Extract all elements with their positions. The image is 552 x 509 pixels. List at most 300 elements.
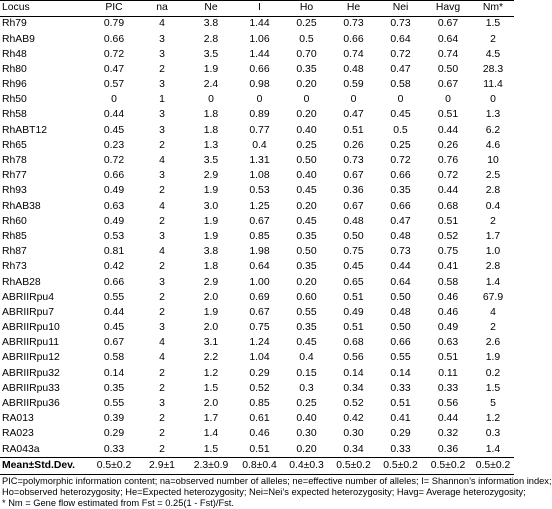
- mean-cell-nei: 0.5±0.2: [377, 458, 424, 474]
- cell-locus: ABRIIRpu12: [2, 352, 60, 364]
- cell-i: 0.64: [249, 261, 270, 273]
- cell-ne: 1.7: [203, 413, 219, 425]
- cell-nm: 1.3: [485, 109, 501, 121]
- cell-ho: 0.60: [296, 291, 317, 303]
- cell-he: 0.48: [343, 215, 364, 227]
- mean-cell-na: 2.9±1: [138, 458, 186, 474]
- cell-nei: 0.66: [390, 170, 411, 182]
- cell-pic: 0.47: [103, 63, 125, 75]
- cell-havg: 0.76: [437, 155, 459, 167]
- cell-nei: 0.72: [390, 48, 411, 60]
- cell-na: 3: [159, 124, 165, 136]
- cell-na: 4: [159, 155, 165, 167]
- cell-he: 0.66: [343, 33, 364, 45]
- cell-nm: 1.2: [485, 413, 501, 425]
- cell-nei: 0.41: [390, 413, 411, 425]
- cell-pic: 0.79: [103, 18, 125, 30]
- cell-pic: 0.55: [103, 291, 125, 303]
- cell-i: 0.75: [249, 322, 270, 334]
- cell-nm: 0: [490, 94, 496, 106]
- cell-nm: 1.4: [485, 443, 501, 455]
- cell-pic: 0.39: [103, 413, 125, 425]
- cell-i: 0.67: [249, 306, 270, 318]
- cell-havg: 0.46: [437, 306, 459, 318]
- cell-havg: 0.51: [437, 215, 459, 227]
- cell-ho: 0.35: [296, 261, 317, 273]
- cell-pic: 0.81: [103, 246, 125, 258]
- cell-pic: 0: [111, 94, 117, 106]
- cell-nm: 2.8: [485, 261, 501, 273]
- cell-na: 4: [159, 200, 165, 212]
- cell-ne: 2.0: [203, 291, 219, 303]
- cell-pic: 0.57: [103, 79, 125, 91]
- cell-havg: 0.36: [437, 443, 459, 455]
- cell-nei: 0.66: [390, 337, 411, 349]
- cell-nm: 2.6: [485, 337, 501, 349]
- cell-na: 2: [159, 306, 165, 318]
- mean-cell-i: 0.8±0.4: [236, 458, 283, 474]
- mean-row: [0, 458, 514, 474]
- cell-ne: 3.1: [203, 337, 219, 349]
- cell-nei: 0.73: [390, 246, 411, 258]
- cell-havg: 0.44: [437, 124, 459, 136]
- cell-pic: 0.66: [103, 276, 125, 288]
- cell-havg: 0.75: [437, 246, 459, 258]
- cell-locus: RA013: [2, 413, 34, 425]
- cell-na: 2: [159, 139, 165, 151]
- cell-he: 0.50: [343, 230, 364, 242]
- cell-nm: 1.4: [485, 276, 501, 288]
- cell-nm: 11.4: [483, 79, 503, 91]
- mean-cell-ne: 2.3±0.9: [186, 458, 236, 474]
- table-row: [0, 214, 514, 229]
- cell-pic: 0.66: [103, 170, 125, 182]
- cell-havg: 0: [445, 94, 451, 106]
- cell-nei: 0.73: [390, 18, 411, 30]
- table-row: [0, 382, 514, 397]
- cell-havg: 0.51: [437, 352, 459, 364]
- table-row: [0, 412, 514, 427]
- cell-havg: 0.74: [437, 48, 459, 60]
- header-i: I: [236, 1, 283, 17]
- cell-he: 0.49: [343, 306, 364, 318]
- cell-nei: 0.35: [390, 185, 411, 197]
- cell-ne: 3.8: [203, 246, 219, 258]
- cell-he: 0: [350, 94, 357, 106]
- cell-nei: 0.50: [390, 291, 411, 303]
- cell-ho: 0.20: [296, 109, 317, 121]
- cell-nm: 10: [487, 155, 499, 167]
- header-na: na: [138, 1, 186, 17]
- cell-locus: Rh87: [2, 246, 27, 258]
- cell-havg: 0.46: [437, 291, 459, 303]
- cell-he: 0.73: [343, 155, 364, 167]
- cell-i: 0.46: [249, 428, 270, 440]
- cell-ho: 0.25: [296, 18, 317, 30]
- cell-locus: Rh50: [2, 94, 27, 106]
- table-row: [0, 336, 514, 351]
- cell-locus: Rh65: [2, 139, 27, 151]
- cell-i: 1.00: [249, 276, 270, 288]
- cell-he: 0.14: [343, 367, 364, 379]
- cell-locus: ABRIIRpu7: [2, 306, 54, 318]
- cell-na: 2: [159, 291, 165, 303]
- cell-ne: 1.9: [203, 63, 219, 75]
- cell-havg: 0.72: [437, 170, 459, 182]
- cell-na: 2: [159, 428, 165, 440]
- cell-ho: 0.30: [296, 428, 317, 440]
- cell-nei: 0.29: [390, 428, 411, 440]
- cell-ne: 1.4: [203, 428, 219, 440]
- cell-he: 0.51: [343, 322, 364, 334]
- cell-nei: 0.44: [390, 261, 411, 273]
- cell-ne: 0: [208, 94, 214, 106]
- cell-nm: 4.5: [485, 48, 501, 60]
- cell-na: 3: [159, 79, 165, 91]
- cell-nm: 2: [490, 215, 496, 227]
- cell-na: 2: [159, 261, 165, 273]
- cell-havg: 0.26: [437, 139, 459, 151]
- header-havg: Havg: [424, 1, 472, 17]
- table-row: [0, 306, 514, 321]
- cell-locus: RhAB9: [2, 33, 35, 45]
- cell-nm: 5: [490, 398, 496, 410]
- header-ne: Ne: [186, 1, 236, 17]
- cell-ho: 0.35: [296, 63, 317, 75]
- cell-na: 3: [159, 33, 165, 45]
- cell-ho: 0.15: [296, 367, 317, 379]
- cell-na: 4: [159, 246, 165, 258]
- cell-he: 0.65: [343, 276, 364, 288]
- cell-na: 3: [159, 322, 165, 334]
- cell-ho: 0.4: [299, 352, 314, 364]
- cell-he: 0.48: [343, 63, 364, 75]
- cell-ho: 0.25: [296, 139, 317, 151]
- cell-i: 0.53: [249, 185, 270, 197]
- cell-pic: 0.66: [103, 33, 125, 45]
- cell-he: 0.36: [343, 185, 364, 197]
- footnote-line: Ho=observed heterozygosity; He=Expected heterozygosity; Nei=Nei’s expected heterozygosity; Havg= Average heterozygosity;: [2, 486, 526, 497]
- cell-i: 1.44: [249, 48, 270, 60]
- cell-locus: Rh58: [2, 109, 27, 121]
- cell-ho: 0.35: [296, 322, 317, 334]
- cell-he: 0.45: [343, 261, 364, 273]
- cell-locus: RhABT12: [2, 124, 48, 136]
- cell-ne: 2.8: [203, 33, 219, 45]
- cell-nei: 0.14: [390, 367, 411, 379]
- cell-na: 2: [159, 63, 165, 75]
- cell-pic: 0.44: [103, 306, 125, 318]
- cell-locus: Rh96: [2, 79, 27, 91]
- cell-i: 1.25: [249, 200, 270, 212]
- cell-havg: 0.51: [437, 109, 459, 121]
- table-row: [0, 366, 514, 381]
- cell-ne: 1.9: [203, 230, 219, 242]
- cell-havg: 0.44: [437, 185, 459, 197]
- table-body: [0, 17, 514, 475]
- cell-he: 0.59: [343, 79, 364, 91]
- cell-nei: 0.25: [390, 139, 411, 151]
- cell-ne: 2.0: [203, 322, 219, 334]
- table-row: [0, 32, 514, 47]
- cell-na: 4: [159, 337, 165, 349]
- header-pic: PIC: [90, 1, 138, 17]
- cell-pic: 0.72: [103, 155, 125, 167]
- header-nm: Nm*: [472, 1, 514, 17]
- cell-he: 0.52: [343, 398, 364, 410]
- cell-nm: 0.3: [485, 428, 501, 440]
- cell-locus: RhAB28: [2, 276, 41, 288]
- cell-pic: 0.63: [103, 200, 125, 212]
- cell-ho: 0.20: [296, 276, 317, 288]
- table-row: [0, 290, 514, 305]
- table-row: [0, 351, 514, 366]
- cell-locus: ABRIIRpu32: [2, 367, 60, 379]
- cell-na: 3: [159, 276, 165, 288]
- cell-nei: 0.50: [390, 322, 411, 334]
- cell-pic: 0.55: [103, 398, 125, 410]
- table-row: [0, 184, 514, 199]
- cell-na: 2: [159, 367, 165, 379]
- cell-locus: Rh60: [2, 215, 27, 227]
- cell-nm: 1.0: [485, 246, 501, 258]
- cell-he: 0.75: [343, 246, 364, 258]
- cell-ne: 1.8: [203, 261, 219, 273]
- table-row: [0, 154, 514, 169]
- table-row: [0, 245, 514, 260]
- cell-ne: 1.2: [203, 367, 219, 379]
- cell-ho: 0.55: [296, 306, 317, 318]
- cell-na: 3: [159, 398, 165, 410]
- cell-he: 0.34: [343, 382, 364, 394]
- cell-i: 0.61: [249, 413, 270, 425]
- cell-locus: ABRIIRpu11: [2, 337, 59, 349]
- table-row: [0, 427, 514, 442]
- cell-locus: Rh85: [2, 230, 27, 242]
- cell-ho: 0.25: [296, 398, 317, 410]
- cell-locus: RA023: [2, 428, 34, 440]
- cell-ho: 0.5: [299, 33, 314, 45]
- cell-pic: 0.67: [103, 337, 125, 349]
- cell-ho: 0.50: [296, 246, 317, 258]
- cell-pic: 0.35: [103, 382, 125, 394]
- cell-i: 0.29: [249, 367, 270, 379]
- table-row: [0, 78, 514, 93]
- cell-ho: 0.40: [296, 170, 317, 182]
- cell-locus: ABRIIRpu33: [2, 382, 60, 394]
- table-row: [0, 108, 514, 123]
- cell-ne: 2.4: [203, 79, 219, 91]
- table-row: [0, 139, 514, 154]
- cell-ne: 3.0: [203, 200, 219, 212]
- cell-i: 1.24: [249, 337, 270, 349]
- cell-i: 0.85: [249, 398, 270, 410]
- cell-i: 0.85: [249, 230, 270, 242]
- table-row: [0, 275, 514, 290]
- cell-nm: 2.5: [485, 170, 501, 182]
- table-row: [0, 93, 514, 108]
- cell-ho: 0.45: [296, 337, 317, 349]
- cell-locus: ABRIIRpu36: [2, 398, 60, 410]
- cell-nei: 0.33: [390, 382, 411, 394]
- cell-nm: 1.9: [485, 352, 501, 364]
- cell-ho: 0: [303, 94, 310, 106]
- cell-na: 2: [159, 382, 165, 394]
- cell-havg: 0.68: [437, 200, 459, 212]
- table-row: [0, 63, 514, 78]
- cell-nei: 0.33: [390, 443, 411, 455]
- cell-ho: 0.3: [299, 382, 314, 394]
- cell-pic: 0.44: [103, 109, 125, 121]
- cell-nei: 0.48: [390, 306, 411, 318]
- cell-havg: 0.49: [437, 322, 459, 334]
- cell-he: 0.51: [343, 291, 364, 303]
- cell-havg: 0.58: [437, 276, 459, 288]
- table-row: [0, 230, 514, 245]
- cell-pic: 0.42: [103, 261, 125, 273]
- mean-cell-nm: 0.5±0.2: [472, 458, 514, 474]
- cell-pic: 0.23: [103, 139, 125, 151]
- cell-pic: 0.49: [103, 215, 125, 227]
- table-row: [0, 321, 514, 336]
- cell-locus: ABRIIRpu10: [2, 322, 60, 334]
- cell-na: 3: [159, 230, 165, 242]
- cell-he: 0.42: [343, 413, 364, 425]
- cell-i: 0: [256, 94, 263, 106]
- footnote-line: * Nm = Gene flow estimated from Fst = 0.25(1 - Fst)/Fst.: [2, 498, 234, 509]
- cell-he: 0.51: [343, 124, 364, 136]
- cell-he: 0.67: [343, 170, 364, 182]
- cell-havg: 0.64: [437, 33, 459, 45]
- cell-ne: 1.8: [203, 124, 219, 136]
- cell-havg: 0.41: [437, 261, 459, 273]
- cell-i: 0.52: [249, 382, 270, 394]
- cell-ho: 0.70: [296, 48, 317, 60]
- cell-i: 0.66: [249, 63, 270, 75]
- cell-i: 0.67: [249, 215, 270, 227]
- cell-locus: Rh79: [2, 18, 27, 30]
- cell-locus: Rh48: [2, 48, 27, 60]
- cell-pic: 0.29: [103, 428, 125, 440]
- cell-pic: 0.14: [103, 367, 125, 379]
- header-locus: Locus: [0, 1, 90, 17]
- cell-pic: 0.53: [103, 230, 125, 242]
- cell-pic: 0.49: [103, 185, 125, 197]
- cell-na: 2: [159, 413, 165, 425]
- cell-na: 4: [159, 352, 165, 364]
- cell-ne: 1.3: [203, 139, 219, 151]
- cell-i: 1.08: [249, 170, 270, 182]
- cell-havg: 0.33: [437, 382, 459, 394]
- cell-ne: 1.8: [203, 109, 219, 121]
- cell-nei: 0.47: [390, 215, 411, 227]
- table-header-row: [0, 1, 514, 17]
- cell-na: 3: [159, 48, 165, 60]
- cell-nei: 0.64: [390, 276, 411, 288]
- cell-ho: 0.40: [296, 413, 317, 425]
- cell-he: 0.26: [343, 139, 364, 151]
- cell-ne: 1.9: [203, 185, 219, 197]
- cell-havg: 0.67: [437, 79, 459, 91]
- cell-ho: 0.20: [296, 443, 317, 455]
- cell-nei: 0: [397, 94, 404, 106]
- cell-he: 0.47: [343, 109, 364, 121]
- cell-i: 0.89: [249, 109, 270, 121]
- cell-nei: 0.48: [390, 230, 411, 242]
- cell-ho: 0.45: [296, 185, 317, 197]
- mean-cell-pic: 0.5±0.2: [90, 458, 138, 474]
- cell-locus: RhAB38: [2, 200, 41, 212]
- header-ho: Ho: [283, 1, 330, 17]
- cell-havg: 0.44: [437, 413, 459, 425]
- cell-ne: 2.9: [203, 276, 219, 288]
- cell-nm: 28.3: [482, 63, 504, 75]
- header-he: He: [330, 1, 377, 17]
- cell-locus: RA043a: [2, 443, 40, 455]
- cell-ho: 0.35: [296, 230, 317, 242]
- cell-ne: 2.0: [203, 398, 219, 410]
- cell-ho: 0.20: [296, 79, 317, 91]
- cell-ho: 0.20: [296, 200, 317, 212]
- cell-havg: 0.63: [437, 337, 459, 349]
- cell-nm: 2: [490, 322, 496, 334]
- cell-ne: 3.5: [203, 48, 219, 60]
- cell-na: 1: [159, 94, 165, 106]
- cell-nm: 2: [490, 33, 496, 45]
- table-row: [0, 260, 514, 275]
- cell-nei: 0.5: [393, 124, 408, 136]
- cell-he: 0.34: [343, 443, 364, 455]
- cell-ne: 1.5: [203, 382, 219, 394]
- mean-cell-locus: Mean±Std.Dev.: [0, 458, 90, 474]
- cell-nm: 6.2: [485, 124, 501, 136]
- cell-havg: 0.32: [437, 428, 459, 440]
- cell-nm: 0.4: [485, 200, 501, 212]
- cell-i: 0.77: [249, 124, 270, 136]
- cell-ne: 3.5: [203, 155, 219, 167]
- cell-nei: 0.64: [390, 33, 411, 45]
- table-row: [0, 47, 514, 62]
- cell-havg: 0.56: [437, 398, 459, 410]
- cell-nm: 67.9: [482, 291, 504, 303]
- cell-i: 1.04: [249, 352, 270, 364]
- cell-havg: 0.11: [438, 367, 458, 379]
- cell-i: 1.31: [249, 155, 270, 167]
- cell-na: 3: [159, 170, 165, 182]
- cell-i: 1.98: [249, 246, 270, 258]
- cell-nei: 0.58: [390, 79, 411, 91]
- cell-locus: Rh78: [2, 155, 27, 167]
- cell-nm: 1.7: [485, 230, 501, 242]
- cell-na: 2: [159, 185, 165, 197]
- cell-havg: 0.67: [437, 18, 459, 30]
- cell-he: 0.56: [343, 352, 364, 364]
- cell-locus: Rh77: [2, 170, 27, 182]
- cell-i: 0.98: [249, 79, 270, 91]
- mean-cell-he: 0.5±0.2: [330, 458, 377, 474]
- cell-nei: 0.45: [390, 109, 411, 121]
- cell-ne: 2.2: [203, 352, 219, 364]
- cell-nm: 0.2: [485, 367, 501, 379]
- table-row: [0, 123, 514, 138]
- cell-nei: 0.72: [390, 155, 411, 167]
- table-row: [0, 199, 514, 214]
- cell-nm: 4.6: [485, 139, 501, 151]
- cell-ho: 0.50: [296, 155, 317, 167]
- cell-ne: 1.5: [203, 443, 219, 455]
- cell-pic: 0.72: [103, 48, 125, 60]
- cell-ne: 2.9: [203, 170, 219, 182]
